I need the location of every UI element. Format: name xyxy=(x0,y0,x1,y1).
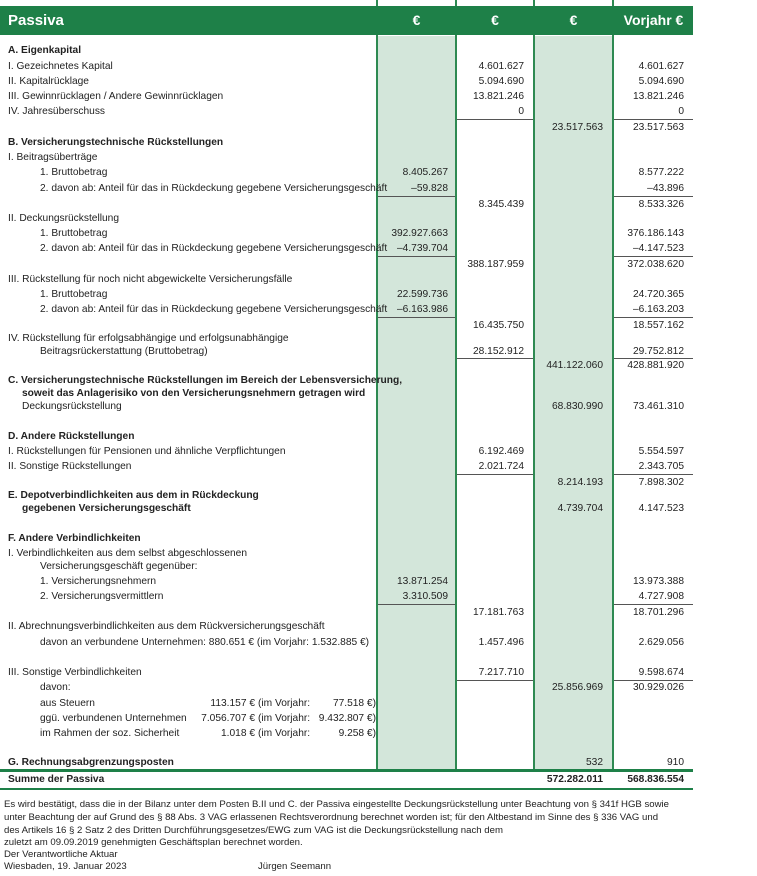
section-c-title-row xyxy=(0,374,757,388)
section-d-title: D. Andere Rückstellungen xyxy=(8,431,135,442)
footer-place-date: Wiesbaden, 19. Januar 2023 xyxy=(4,861,127,872)
value-prev-year: 910 xyxy=(667,757,684,768)
value-prev-year: 4.601.627 xyxy=(638,61,684,72)
section-e-title-row xyxy=(0,489,757,503)
value-prev-year: –6.163.203 xyxy=(633,304,684,315)
total-value: 8.214.193 xyxy=(557,477,603,488)
table-row xyxy=(0,75,757,89)
row-label: II. Deckungsrückstellung xyxy=(8,213,119,224)
section-c-title: C. Versicherungstechnische Rückstellungen im Bereich der Lebensversicherung, xyxy=(8,375,403,386)
row-label: Beitragsrückerstattung (Bruttobetrag) xyxy=(40,346,208,357)
table-row xyxy=(0,151,757,165)
sum-label: Summe der Passiva xyxy=(8,774,105,785)
subtotal-value: 17.181.763 xyxy=(473,607,524,618)
davon-prev-label: (im Vorjahr: xyxy=(258,698,311,709)
section-f-total xyxy=(0,681,757,695)
subtotal-value: 388.187.959 xyxy=(467,259,524,270)
value-prev-year: 5.094.690 xyxy=(638,76,684,87)
footer-signatory-name: Jürgen Seemann xyxy=(258,861,332,872)
value-prev-year: 29.752.812 xyxy=(633,346,684,357)
total-top-rule xyxy=(0,769,693,772)
table-row xyxy=(0,460,757,474)
davon-item-label: ggü. verbundenen Unternehmen xyxy=(40,713,187,724)
value-prev-year: 18.701.296 xyxy=(633,607,684,618)
value-col2: 1.457.496 xyxy=(478,637,524,648)
davon-label: davon: xyxy=(40,682,71,693)
section-a-title: A. Eigenkapital xyxy=(8,45,82,56)
davon-amount: 113.157 € xyxy=(210,698,255,709)
table-row xyxy=(0,345,757,359)
row-label: 1. Bruttobetrag xyxy=(40,167,108,178)
footer-line: unter Beachtung der auf Grund des § 88 Abs. 3 VAG erlassenen Rechtsverordnung berechnet worden ist; für den Altbestand im Sinne des § 336 VAG und xyxy=(4,812,659,823)
section-g-row xyxy=(0,756,757,770)
table-row xyxy=(0,445,757,459)
underline xyxy=(614,604,693,605)
section-c-title-continued: soweit das Anlagerisiko von den Versicherungsnehmern getragen wird xyxy=(22,388,366,399)
row-label: III. Rückstellung für noch nicht abgewickelte Versicherungsfälle xyxy=(8,274,293,285)
underline xyxy=(378,196,455,197)
table-row xyxy=(0,212,757,226)
row-label: I. Beitragsüberträge xyxy=(8,152,98,163)
davon-row xyxy=(0,727,757,741)
value-prev-year: 7.898.302 xyxy=(638,477,684,488)
row-label: Deckungsrückstellung xyxy=(22,401,122,412)
table-row xyxy=(0,60,757,74)
section-a-title-row xyxy=(0,44,757,58)
subtotal-row xyxy=(0,319,757,333)
table-row xyxy=(0,182,757,196)
value-prev-year: 4.147.523 xyxy=(638,503,684,514)
section-a-total xyxy=(0,121,757,135)
table-row xyxy=(0,166,757,180)
sum-value: 572.282.011 xyxy=(546,774,603,785)
subtotal-value: 8.345.439 xyxy=(478,199,524,210)
section-f-title: F. Andere Verbindlichkeiten xyxy=(8,533,141,544)
value-prev-year: –4.147.523 xyxy=(633,243,684,254)
header-title: Passiva xyxy=(8,12,64,29)
davon-row xyxy=(0,712,757,726)
value-prev-year: 9.598.674 xyxy=(638,667,684,678)
header-col2: € xyxy=(491,12,499,28)
underline xyxy=(378,604,455,605)
table-row xyxy=(0,547,757,561)
value-prev-year: 5.554.597 xyxy=(638,446,684,457)
underline xyxy=(614,256,693,257)
value-col1: 392.927.663 xyxy=(391,228,448,239)
footer-line: zuletzt am 09.09.2019 genehmigten Geschäftsplan berechnet worden. xyxy=(4,837,303,848)
value-col1: 3.310.509 xyxy=(402,591,448,602)
value-prev-year: 13.821.246 xyxy=(633,91,684,102)
row-label: II. Sonstige Rückstellungen xyxy=(8,461,132,472)
table-row xyxy=(0,90,757,104)
footer-line: Es wird bestätigt, dass die in der Bilanz unter dem Posten B.II und C. der Passiva eingestellte Deckungsrückstellung unter Beachtung von § 341f HGB sowie xyxy=(4,799,669,810)
subtotal-row xyxy=(0,198,757,212)
davon-amount: 7.056.707 € xyxy=(201,713,255,724)
value-prev-year: 376.186.143 xyxy=(627,228,684,239)
header-col4: Vorjahr € xyxy=(623,12,684,28)
underline xyxy=(614,119,693,120)
sum-row xyxy=(0,773,757,787)
value-col3: 4.739.704 xyxy=(557,503,603,514)
value-prev-year: 23.517.563 xyxy=(633,122,684,133)
value-prev-year: 30.929.026 xyxy=(633,682,684,693)
footer-line: des Artikels 16 § 2 Satz 2 des Dritten Durchführungsgesetzes/EWG zum VAG ist die Deckungsrückstellung nach dem xyxy=(4,825,503,836)
table-row xyxy=(0,227,757,241)
header-col3: € xyxy=(569,12,578,28)
row-label: I. Verbindlichkeiten aus dem selbst abgeschlossenen xyxy=(8,548,247,559)
table-row xyxy=(0,560,757,574)
value-col1: –59.828 xyxy=(411,183,448,194)
value-col2: 4.601.627 xyxy=(478,61,524,72)
section-e-title: E. Depotverbindlichkeiten aus dem in Rückdeckung xyxy=(8,490,259,501)
table-row xyxy=(0,332,757,346)
value-prev-year: 18.557.162 xyxy=(633,320,684,331)
subtotal-value: 16.435.750 xyxy=(473,320,524,331)
section-c-title-row xyxy=(0,387,757,401)
table-row xyxy=(0,636,757,650)
davon-prev-amount: 9.432.807 €) xyxy=(318,713,376,724)
footer-signatory-role: Der Verantwortliche Aktuar xyxy=(4,849,118,860)
value-col3: 68.830.990 xyxy=(552,401,603,412)
davon-item-label: aus Steuern xyxy=(40,698,95,709)
total-bottom-rule xyxy=(0,788,693,790)
value-prev-year: 13.973.388 xyxy=(633,576,684,587)
section-d-total xyxy=(0,476,757,490)
value-col2: 28.152.912 xyxy=(473,346,524,357)
value-prev-year: 428.881.920 xyxy=(627,360,684,371)
value-col3: 532 xyxy=(586,757,603,768)
section-g-title: G. Rechnungsabgrenzungsposten xyxy=(8,757,174,768)
section-e-title-row xyxy=(0,502,757,516)
row-label: I. Rückstellungen für Pensionen und ähnliche Verpflichtungen xyxy=(8,446,286,457)
underline xyxy=(614,317,693,318)
value-col2: 13.821.246 xyxy=(473,91,524,102)
underline xyxy=(614,196,693,197)
value-col2: 0 xyxy=(518,106,524,117)
value-col2: 2.021.724 xyxy=(478,461,524,472)
value-prev-year: 24.720.365 xyxy=(633,289,684,300)
section-e-title-continued: gegebenen Versicherungsgeschäft xyxy=(22,503,191,514)
table-row xyxy=(0,303,757,317)
underline xyxy=(614,474,693,475)
davon-amount: 1.018 € xyxy=(221,728,255,739)
row-label: I. Gezeichnetes Kapital xyxy=(8,61,113,72)
row-label: 1. Versicherungsnehmern xyxy=(40,576,157,587)
row-label: 1. Bruttobetrag xyxy=(40,289,108,300)
table-row xyxy=(0,575,757,589)
row-label: II. Abrechnungsverbindlichkeiten aus dem Rückversicherungsgeschäft xyxy=(8,621,325,632)
value-prev-year: 4.727.908 xyxy=(638,591,684,602)
davon-prev-label: (im Vorjahr: xyxy=(258,713,311,724)
subtotal-row xyxy=(0,606,757,620)
underline xyxy=(457,474,533,475)
value-prev-year: 8.533.326 xyxy=(638,199,684,210)
row-label: 2. davon ab: Anteil für das in Rückdeckung gegebene Versicherungsgeschäft xyxy=(40,183,388,194)
row-label: IV. Rückstellung für erfolgsabhängige und erfolgsunabhängige xyxy=(8,333,289,344)
row-label: III. Gewinnrücklagen / Andere Gewinnrücklagen xyxy=(8,91,224,102)
value-prev-year: 8.577.222 xyxy=(638,167,684,178)
value-prev-year: –43.896 xyxy=(647,183,684,194)
section-b-title: B. Versicherungstechnische Rückstellungen xyxy=(8,137,224,148)
table-row xyxy=(0,620,757,634)
underline xyxy=(378,317,455,318)
value-col1: –6.163.986 xyxy=(397,304,448,315)
value-prev-year: 372.038.620 xyxy=(627,259,684,270)
row-label: Versicherungsgeschäft gegenüber: xyxy=(40,561,198,572)
davon-prev-amount: 9.258 €) xyxy=(338,728,376,739)
davon-prev-label: (im Vorjahr: xyxy=(258,728,311,739)
table-row xyxy=(0,288,757,302)
row-label: IV. Jahresüberschuss xyxy=(8,106,106,117)
table-row xyxy=(0,590,757,604)
value-col2: 6.192.469 xyxy=(478,446,524,457)
total-value: 23.517.563 xyxy=(552,122,603,133)
row-label: II. Kapitalrücklage xyxy=(8,76,89,87)
section-d-title-row xyxy=(0,430,757,444)
section-b-total xyxy=(0,359,757,373)
underline xyxy=(457,119,533,120)
value-prev-year: 73.461.310 xyxy=(633,401,684,412)
value-col1: 13.871.254 xyxy=(397,576,448,587)
section-f-title-row xyxy=(0,532,757,546)
header-col1: € xyxy=(412,12,421,28)
table-row xyxy=(0,273,757,287)
section-b-title-row xyxy=(0,136,757,150)
value-prev-year: 2.629.056 xyxy=(638,637,684,648)
row-label: 2. Versicherungsvermittlern xyxy=(40,591,164,602)
davon-prev-amount: 77.518 €) xyxy=(332,698,376,709)
row-label: 2. davon ab: Anteil für das in Rückdeckung gegebene Versicherungsgeschäft xyxy=(40,243,388,254)
sum-prev-year: 568.836.554 xyxy=(627,774,684,785)
table-row xyxy=(0,666,757,680)
value-col2: 5.094.690 xyxy=(478,76,524,87)
value-col2: 7.217.710 xyxy=(478,667,524,678)
row-label: III. Sonstige Verbindlichkeiten xyxy=(8,667,142,678)
row-label: 1. Bruttobetrag xyxy=(40,228,108,239)
davon-row xyxy=(0,697,757,711)
row-label: davon an verbundene Unternehmen: 880.651 € (im Vorjahr: 1.532.885 €) xyxy=(40,637,370,648)
value-col1: 22.599.736 xyxy=(397,289,448,300)
davon-item-label: im Rahmen der soz. Sicherheit xyxy=(40,728,180,739)
underline xyxy=(378,256,455,257)
value-prev-year: 2.343.705 xyxy=(638,461,684,472)
value-col1: 8.405.267 xyxy=(402,167,448,178)
value-prev-year: 0 xyxy=(678,106,684,117)
total-value: 25.856.969 xyxy=(552,682,603,693)
table-row xyxy=(0,242,757,256)
row-label: 2. davon ab: Anteil für das in Rückdeckung gegebene Versicherungsgeschäft xyxy=(40,304,388,315)
total-value: 441.122.060 xyxy=(546,360,603,371)
value-col1: –4.739.704 xyxy=(397,243,448,254)
subtotal-row xyxy=(0,258,757,272)
table-row xyxy=(0,105,757,119)
table-row xyxy=(0,400,757,414)
